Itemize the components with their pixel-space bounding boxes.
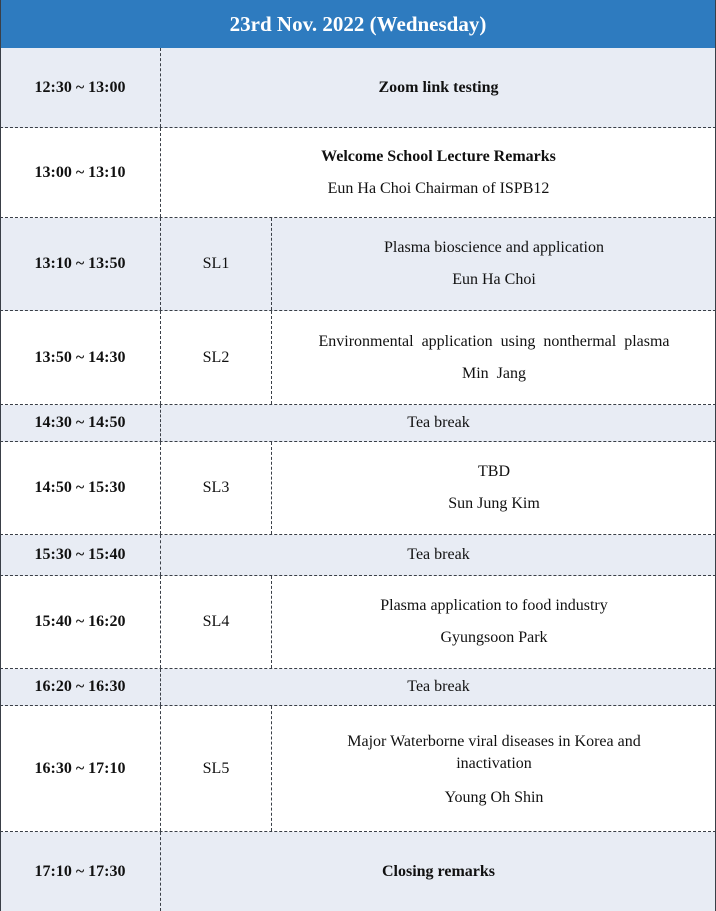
event-label: Closing remarks (381, 862, 496, 880)
break-cell (160, 535, 716, 575)
lecture-cell (271, 218, 716, 310)
time-cell: 14:50 ~ 15:30 (34, 479, 126, 496)
break-label: Tea break (407, 678, 470, 695)
lecture-cell (271, 706, 716, 831)
lecture-cell (271, 311, 716, 404)
lecture-cell (271, 442, 716, 534)
lecture-title: Plasma application to food industry (380, 597, 608, 614)
time-cell: 16:20 ~ 16:30 (34, 678, 126, 695)
schedule-row (0, 535, 716, 576)
time-cell: 13:50 ~ 14:30 (34, 348, 126, 366)
event-cell (160, 832, 716, 911)
lecture-speaker: Min Jang (462, 364, 526, 382)
time-cell: 14:30 ~ 14:50 (34, 414, 126, 431)
lecture-speaker: Eun Ha Choi (452, 271, 536, 288)
event-label: Zoom link testing (378, 78, 499, 96)
time-cell: 15:40 ~ 16:20 (34, 613, 126, 630)
lecture-code: SL2 (160, 311, 271, 404)
lecture-title: TBD (478, 463, 510, 480)
lecture-speaker: Sun Jung Kim (448, 495, 540, 512)
break-cell (160, 405, 716, 441)
lecture-speaker: Young Oh Shin (444, 788, 544, 806)
break-label: Tea break (407, 546, 470, 563)
schedule-row (0, 405, 716, 442)
time-cell: 12:30 ~ 13:00 (34, 78, 126, 96)
time-cell: 13:00 ~ 13:10 (34, 163, 126, 181)
time-cell: 16:30 ~ 17:10 (34, 759, 126, 777)
date-header: 23rd Nov. 2022 (Wednesday) (0, 0, 716, 48)
lecture-title: Major Waterborne viral diseases in Korea and inactivation (347, 732, 641, 772)
lecture-speaker: Gyungsoon Park (440, 629, 548, 646)
schedule-row (0, 669, 716, 706)
event-title: Welcome School Lecture Remarks (321, 147, 556, 165)
event-cell (160, 48, 716, 127)
schedule-row (0, 442, 716, 535)
event-cell (160, 128, 716, 217)
time-cell: 15:30 ~ 15:40 (34, 546, 126, 563)
lecture-code: SL5 (160, 706, 271, 831)
schedule-row (0, 128, 716, 218)
break-label: Tea break (407, 414, 470, 431)
schedule-row (0, 311, 716, 405)
lecture-title: Environmental application using nonthermal plasma (318, 332, 670, 350)
lecture-cell (271, 576, 716, 668)
lecture-code: SL4 (160, 576, 271, 668)
event-speaker: Eun Ha Choi Chairman of ISPB12 (327, 179, 550, 197)
lecture-title: Plasma bioscience and application (384, 239, 604, 256)
schedule-row (0, 706, 716, 832)
lecture-code: SL1 (160, 218, 271, 310)
schedule-row (0, 218, 716, 311)
lecture-code: SL3 (160, 442, 271, 534)
schedule-row (0, 576, 716, 669)
time-cell: 17:10 ~ 17:30 (34, 862, 126, 880)
schedule-row (0, 48, 716, 128)
time-cell: 13:10 ~ 13:50 (34, 255, 126, 272)
break-cell (160, 669, 716, 705)
schedule-row (0, 832, 716, 911)
